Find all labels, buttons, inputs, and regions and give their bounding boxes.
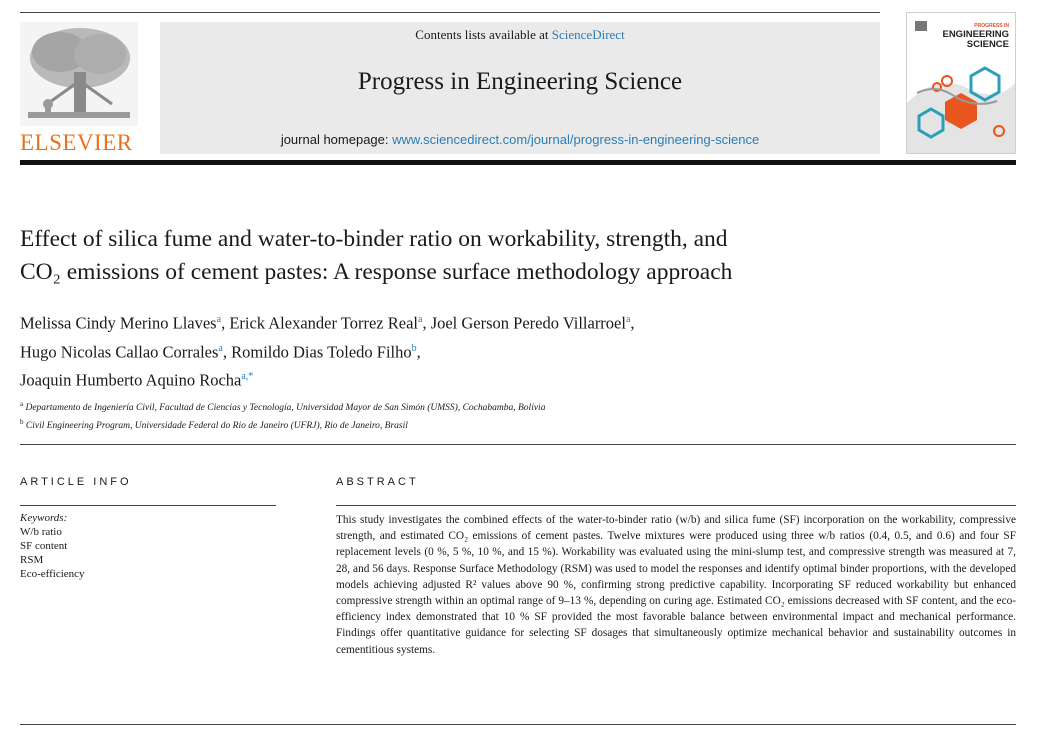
affiliation-item — [20, 415, 1010, 433]
sciencedirect-link[interactable]: ScienceDirect — [551, 27, 625, 42]
author-separator: , — [221, 313, 230, 333]
affiliation-text: Departamento de Ingeniería Civil, Facultad de Ciencias y Tecnología, Universidad Mayor de San Simón (UMSS), Cochabamba, Bolivia — [25, 403, 546, 414]
affiliation-list — [20, 397, 1010, 433]
elsevier-logo[interactable] — [20, 22, 138, 154]
author-affiliation-mark[interactable]: a — [216, 314, 222, 325]
journal-title: Progress in Engineering Science — [357, 68, 683, 95]
article-info-heading: ARTICLE INFO — [20, 476, 132, 488]
affiliation-item — [20, 397, 1010, 415]
header-top-rule — [20, 12, 880, 13]
keyword-item[interactable]: RSM — [20, 554, 44, 566]
keywords-block — [20, 511, 276, 581]
author-separator: , — [222, 342, 232, 361]
author-name[interactable]: Romildo Dias Toledo Filho — [231, 342, 412, 361]
article-title-line2: CO₂ emissions of cement pastes: A response surface methodology approach — [20, 259, 733, 285]
author-separator: , — [422, 313, 431, 333]
journal-cover[interactable] — [906, 12, 1016, 154]
elsevier-tree-icon — [20, 22, 138, 126]
author-separator: , — [630, 313, 635, 333]
article-info-rule — [20, 505, 276, 506]
affiliation-text: Civil Engineering Program, Universidade Federal do Rio de Janeiro (UFRJ), Rio de Janeiro, Brasil — [25, 421, 408, 432]
article-title-line1: Effect of silica fume and water-to-binder ratio on workability, strength, and — [20, 226, 728, 252]
author-affiliation-mark[interactable]: b — [411, 342, 417, 354]
author-name[interactable]: Erick Alexander Torrez Real — [229, 313, 418, 333]
author-separator: , — [416, 342, 421, 361]
author-affiliation-mark[interactable]: a — [417, 314, 423, 325]
author-affiliation-mark[interactable]: a — [625, 314, 631, 325]
author-affiliation-mark[interactable]: a,* — [241, 371, 254, 382]
journal-banner — [160, 22, 880, 154]
article-title — [20, 223, 1010, 289]
abstract-rule — [336, 505, 1016, 506]
keyword-item[interactable]: SF content — [20, 540, 68, 552]
cover-title — [942, 23, 1009, 50]
author-name[interactable]: Hugo Nicolas Callao Corrales — [20, 342, 219, 361]
section-divider — [20, 444, 1016, 445]
keyword-item[interactable]: Eco-efficiency — [20, 568, 85, 580]
header-divider — [20, 160, 1016, 165]
elsevier-wordmark: ELSEVIER — [20, 130, 133, 155]
abstract-text: This study investigates the combined effects of the water-to-binder ratio (w/b) and silica fume (SF) incorporation on the workability, compressive strength, and estimated CO₂ emissions of cement pastes. Twelve mixtures were produced using three w/b ratios (0.4, 0.5, and 0.6) and four SF replacement levels (0 %, 5 %, 10 %, and 15 %). Workability was evaluated using the mini-slump test, and compressive strength was measured at 7, 28, and 56 days. Response Surface Methodology (RSM) was used to model the responses and identify optimal binder proportions, with the developed models achieving adjusted R² values above 90 %, confirming strong predictive capability. Incorporating SF reduced workability but enhanced compressive strength within an optimal range of 9–13 %, depending on curing age. Estimated CO₂ emissions decreased with SF content, and the eco-efficiency index demonstrated that 10 % SF provided the most favorable balance between environmental impact and mechanical performance. Findings offer quantitative guidance for selecting SF dosages that simultaneously optimize mechanical behavior and sustainability outcomes in cementitious systems. — [336, 514, 1016, 656]
keywords-label: Keywords: — [20, 512, 68, 524]
cover-title-line2: SCIENCE — [966, 39, 1009, 50]
author-affiliation-mark[interactable]: a — [218, 342, 223, 354]
homepage-link[interactable]: www.sciencedirect.com/journal/progress-in-engineering-science — [392, 132, 760, 147]
footer-rule — [20, 724, 1016, 725]
keyword-item[interactable]: W/b ratio — [20, 526, 62, 538]
affiliation-mark: b — [20, 418, 24, 427]
cover-title-small: PROGRESS IN — [974, 23, 1009, 29]
journal-homepage — [160, 132, 880, 147]
contents-prefix: Contents lists available at — [415, 27, 552, 42]
author-name[interactable]: Joaquin Humberto Aquino Rocha — [20, 370, 242, 390]
contents-line — [160, 27, 880, 43]
author-name[interactable]: Melissa Cindy Merino Llaves — [20, 313, 217, 333]
cover-title-line1: ENGINEERING — [942, 29, 1009, 40]
author-list — [20, 307, 1010, 393]
abstract-heading: ABSTRACT — [336, 476, 419, 488]
affiliation-mark: a — [20, 400, 24, 408]
homepage-prefix: journal homepage: — [280, 132, 393, 147]
author-name[interactable]: Joel Gerson Peredo Villarroel — [430, 313, 626, 333]
